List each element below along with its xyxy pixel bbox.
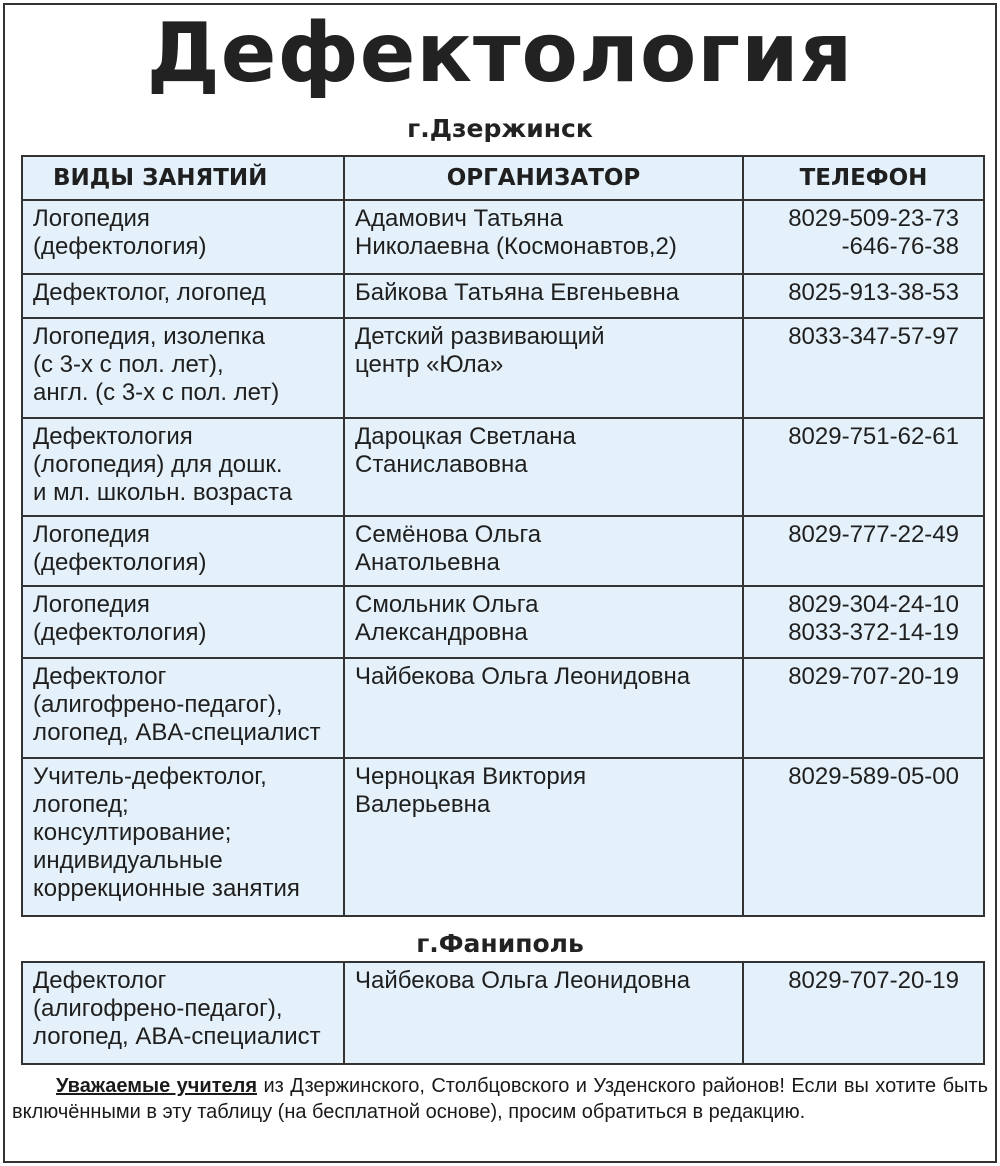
activity-cell	[22, 658, 344, 758]
table-row	[22, 658, 984, 758]
organizer-text-line: Александровна	[355, 619, 528, 646]
activity-text-line: Дефектология	[33, 423, 193, 450]
organizer-text-line: Детский развивающий	[355, 323, 605, 350]
activity-cell	[22, 586, 344, 658]
table-row	[22, 418, 984, 516]
table-header-row	[22, 156, 984, 200]
activity-text-line: (дефектология)	[33, 549, 207, 576]
activity-text-line: (алигофрено-педагог),	[33, 691, 283, 718]
activity-cell	[22, 758, 344, 916]
organizer-cell	[344, 318, 743, 418]
activity-cell	[22, 318, 344, 418]
activity-text-line: Логопедия, изолепка	[33, 323, 265, 350]
organizer-cell	[344, 516, 743, 586]
organizer-text-line: Дароцкая Светлана	[355, 423, 576, 450]
activity-text-line: Логопедия	[33, 591, 150, 618]
listing-table-dzerzhinsk	[21, 155, 985, 917]
organizer-text-line: Валерьевна	[355, 791, 491, 818]
phone-cell	[743, 200, 984, 274]
phone-cell	[743, 962, 984, 1064]
organizer-text-line: Смольник Ольга	[355, 591, 539, 618]
activity-text-line: и мл. школьн. возраста	[33, 479, 293, 506]
organizer-text-line: Семёнова Ольга	[355, 521, 542, 548]
organizer-text-line: центр «Юла»	[355, 351, 504, 378]
phone-cell	[743, 274, 984, 318]
note-text: из Дзержинского, Столбцовского и Узденского районов! Если вы хотите быть включёнными в эту таблицу (на бесплатной основе), просим обратиться в редакцию.	[12, 1075, 988, 1123]
activity-text-line: Учитель-дефектолог,	[33, 763, 267, 790]
phone-cell	[743, 658, 984, 758]
organizer-cell	[344, 758, 743, 916]
table-row	[22, 516, 984, 586]
organizer-text-line: Анатольевна	[355, 549, 500, 576]
listing-table-fanipol	[21, 961, 985, 1065]
organizer-text-line: Николаевна (Космонавтов,2)	[355, 233, 677, 260]
phone-cell	[743, 418, 984, 516]
organizer-cell	[344, 274, 743, 318]
phone-text-line: -646-76-38	[841, 233, 959, 260]
activity-cell	[22, 200, 344, 274]
table-row	[22, 758, 984, 916]
organizer-text-line: Чайбекова Ольга Леонидовна	[355, 967, 691, 994]
activity-text-line: логопед, ABA-специалист	[33, 1023, 321, 1050]
activity-text-line: (дефектология)	[33, 233, 207, 260]
organizer-text-line: Чайбекова Ольга Леонидовна	[355, 663, 691, 690]
organizer-cell	[344, 418, 743, 516]
activity-text-line: Дефектолог, логопед	[33, 279, 266, 306]
header-organizer: ОРГАНИЗАТОР	[344, 156, 743, 200]
activity-text-line: коррекционные занятия	[33, 875, 300, 902]
table-row	[22, 318, 984, 418]
activity-text-line: (с 3-х с пол. лет),	[33, 351, 224, 378]
activity-text-line: Дефектолог	[33, 663, 167, 690]
phone-cell	[743, 516, 984, 586]
phone-text-line: 8029-304-24-10	[788, 591, 959, 618]
table-row	[22, 586, 984, 658]
phone-text-line: 8033-347-57-97	[788, 323, 959, 350]
activity-text-line: (алигофрено-педагог),	[33, 995, 283, 1022]
phone-text-line: 8029-777-22-49	[788, 521, 959, 548]
phone-text-line: 8033-372-14-19	[788, 619, 959, 646]
page-title: Дефектология	[146, 6, 854, 101]
activity-text-line: (логопедия) для дошк.	[33, 451, 283, 478]
organizer-text-line: Байкова Татьяна Евгеньевна	[355, 279, 680, 306]
note-lead: Уважаемые учителя	[56, 1075, 258, 1097]
header-activity: ВИДЫ ЗАНЯТИЙ	[22, 156, 344, 200]
city-heading-dzerzhinsk: г.Дзержинск	[407, 114, 593, 143]
phone-text-line: 8029-707-20-19	[788, 967, 959, 994]
activity-text-line: консултирование;	[33, 819, 232, 846]
organizer-text-line: Черноцкая Виктория	[355, 763, 587, 790]
activity-cell	[22, 962, 344, 1064]
phone-text-line: 8029-751-62-61	[788, 423, 959, 450]
activity-cell	[22, 516, 344, 586]
activity-text-line: (дефектология)	[33, 619, 207, 646]
activity-text-line: Логопедия	[33, 205, 150, 232]
activity-text-line: индивидуальные	[33, 847, 223, 874]
organizer-cell	[344, 658, 743, 758]
organizer-cell	[344, 200, 743, 274]
phone-text-line: 8029-589-05-00	[788, 763, 959, 790]
table-row	[22, 200, 984, 274]
organizer-text-line: Адамович Татьяна	[355, 205, 564, 232]
phone-text-line: 8025-913-38-53	[788, 279, 959, 306]
organizer-cell	[344, 962, 743, 1064]
activity-cell	[22, 274, 344, 318]
phone-cell	[743, 586, 984, 658]
organizer-text-line: Станиславовна	[355, 451, 528, 478]
phone-cell	[743, 758, 984, 916]
phone-cell	[743, 318, 984, 418]
table-row	[22, 274, 984, 318]
activity-text-line: логопед;	[33, 791, 129, 818]
header-phone: ТЕЛЕФОН	[743, 156, 984, 200]
phone-text-line: 8029-707-20-19	[788, 663, 959, 690]
activity-text-line: логопед, ABA-специалист	[33, 719, 321, 746]
phone-text-line: 8029-509-23-73	[788, 205, 959, 232]
activity-text-line: Дефектолог	[33, 967, 167, 994]
activity-cell	[22, 418, 344, 516]
activity-text-line: Логопедия	[33, 521, 150, 548]
city-heading-fanipol: г.Фаниполь	[416, 929, 584, 958]
table-row	[22, 962, 984, 1064]
organizer-cell	[344, 586, 743, 658]
editorial-note	[12, 1073, 988, 1125]
activity-text-line: англ. (с 3-х с пол. лет)	[33, 379, 280, 406]
